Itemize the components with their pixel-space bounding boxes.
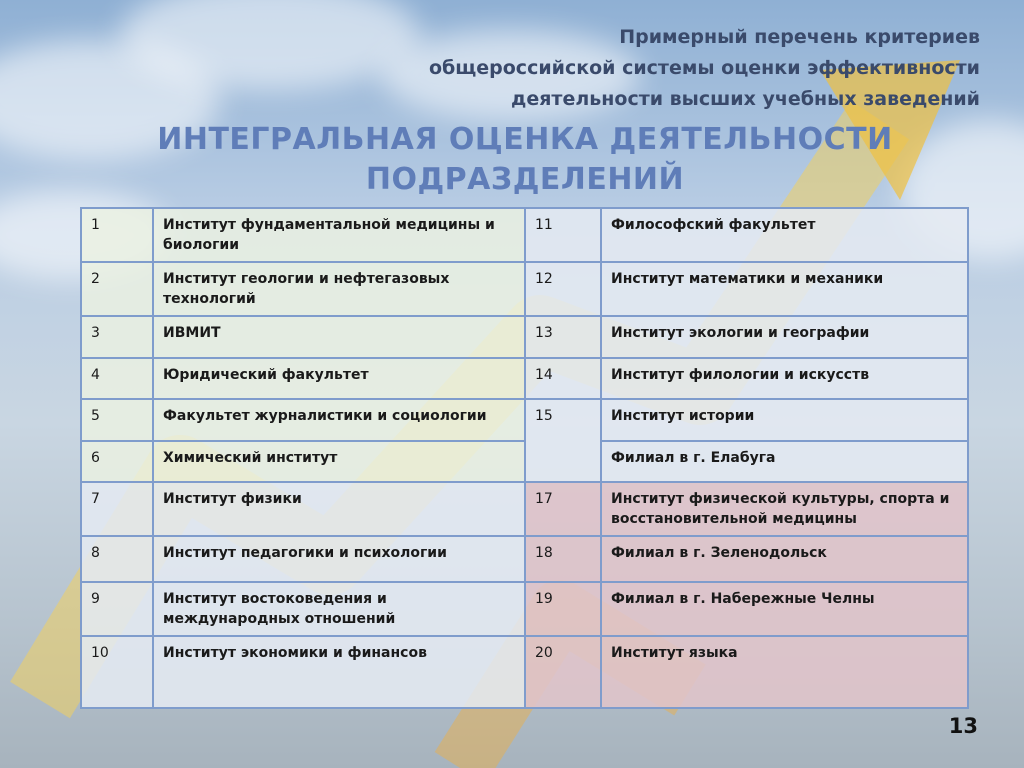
- row-number: 2: [81, 262, 153, 316]
- division-name: Институт истории: [601, 399, 968, 441]
- row-number: 3: [81, 316, 153, 358]
- division-name: Институт экологии и географии: [601, 316, 968, 358]
- row-number: 6: [81, 441, 153, 482]
- title-line-2: ПОДРАЗДЕЛЕНИЙ: [365, 162, 685, 197]
- title-line-1: ИНТЕГРАЛЬНАЯ ОЦЕНКА ДЕЯТЕЛЬНОСТИ: [157, 122, 893, 157]
- table-row: [81, 636, 968, 708]
- row-number: 14: [525, 358, 601, 399]
- row-number: 15: [525, 399, 601, 482]
- division-name: Институт геологии и нефтегазовых технологий: [153, 262, 525, 316]
- table-row: [81, 399, 968, 441]
- row-number: 1: [81, 208, 153, 262]
- row-number: 7: [81, 482, 153, 536]
- row-number: 10: [81, 636, 153, 708]
- row-number: 4: [81, 358, 153, 399]
- division-name: Философский факультет: [601, 208, 968, 262]
- division-name: Институт математики и механики: [601, 262, 968, 316]
- table-row: [81, 358, 968, 399]
- table-row: [81, 582, 968, 636]
- division-name: Институт экономики и финансов: [153, 636, 525, 708]
- row-number: 12: [525, 262, 601, 316]
- division-name: Филиал в г. Набережные Челны: [601, 582, 968, 636]
- division-name: Институт языка: [601, 636, 968, 708]
- divisions-table: [80, 207, 969, 709]
- division-name: Институт педагогики и психологии: [153, 536, 525, 582]
- table-row: [81, 316, 968, 358]
- division-name: Институт филологии и искусств: [601, 358, 968, 399]
- table-row: [81, 262, 968, 316]
- division-name: Институт физической культуры, спорта и восстановительной медицины: [601, 482, 968, 536]
- row-number: 17: [525, 482, 601, 536]
- header-line-1: Примерный перечень критериев: [619, 26, 980, 48]
- division-name: Институт физики: [153, 482, 525, 536]
- division-name: Юридический факультет: [153, 358, 525, 399]
- division-name: Филиал в г. Зеленодольск: [601, 536, 968, 582]
- row-number: 19: [525, 582, 601, 636]
- row-number: 20: [525, 636, 601, 708]
- row-number: 18: [525, 536, 601, 582]
- row-number: 5: [81, 399, 153, 441]
- row-number: 11: [525, 208, 601, 262]
- table-row: [81, 208, 968, 262]
- row-number: 9: [81, 582, 153, 636]
- header-line-2: общероссийской системы оценки эффективности: [428, 57, 980, 79]
- row-number: 8: [81, 536, 153, 582]
- division-name: Институт фундаментальной медицины и биологии: [153, 208, 525, 262]
- division-name: Филиал в г. Елабуга: [601, 441, 968, 482]
- divisions-table-container: [80, 207, 969, 697]
- slide-header: [429, 22, 980, 115]
- division-name: Институт востоковедения и международных отношений: [153, 582, 525, 636]
- row-number: 13: [525, 316, 601, 358]
- table-row: [81, 482, 968, 536]
- division-name: Химический институт: [153, 441, 525, 482]
- page-number: 13: [948, 714, 978, 738]
- table-row: [81, 536, 968, 582]
- header-line-3: деятельности высших учебных заведений: [511, 88, 980, 110]
- slide-title: [80, 120, 970, 200]
- table-row: [81, 441, 968, 482]
- division-name: ИВМИТ: [153, 316, 525, 358]
- division-name: Факультет журналистики и социологии: [153, 399, 525, 441]
